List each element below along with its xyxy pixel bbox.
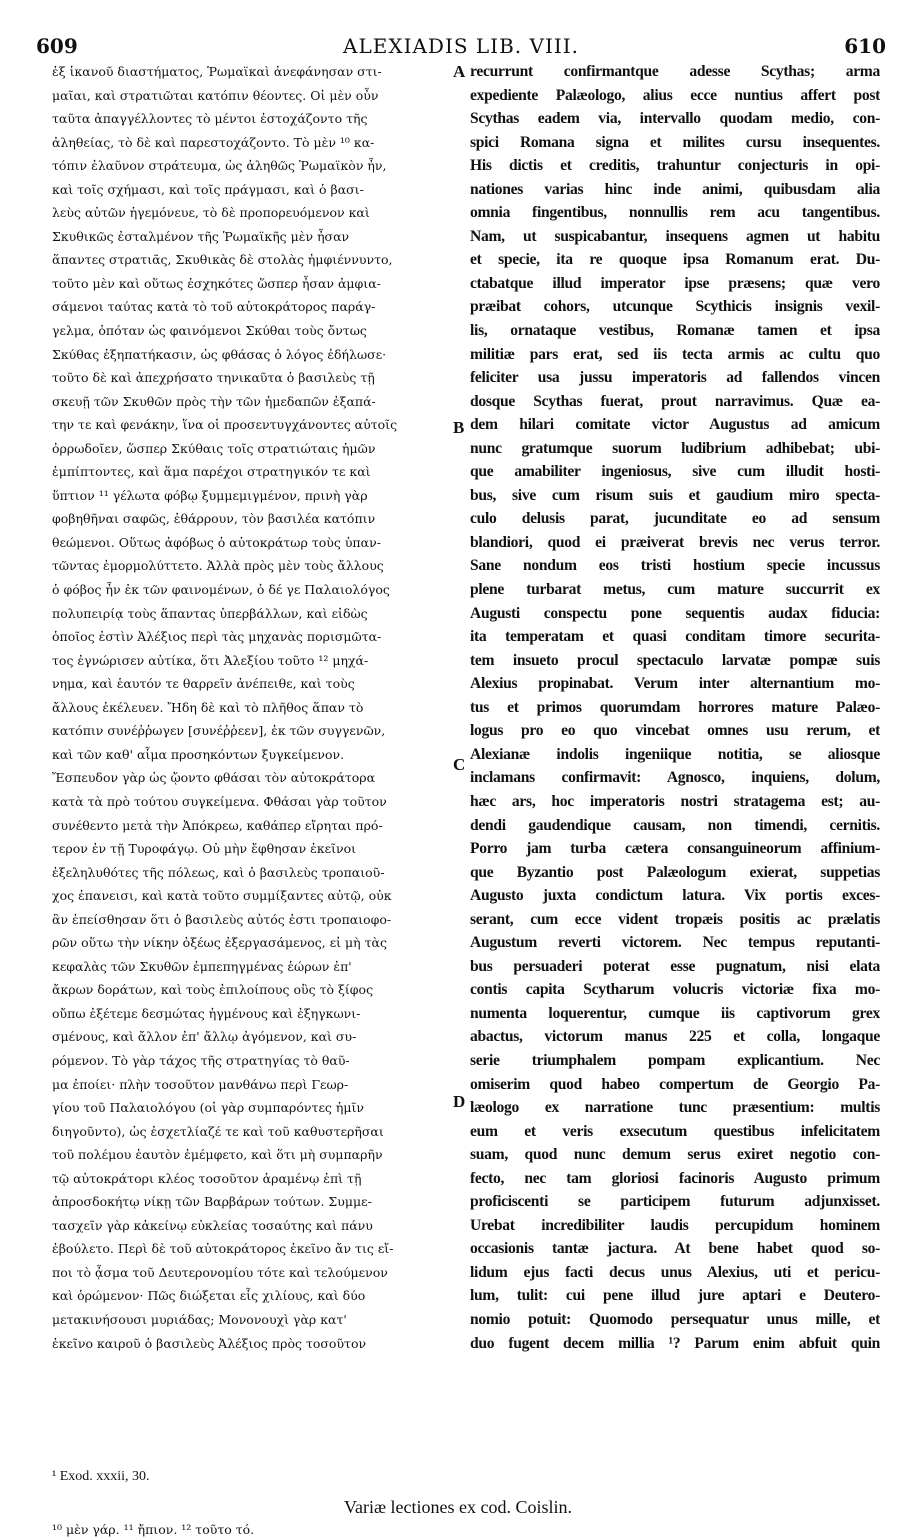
latin-text-line: bus, sive cum risum suis et gaudium miro specta- <box>470 486 880 504</box>
greek-text-line: ἂν ἐπείσθησαν ὅτι ὁ βασιλεὺς αὐτός ἐστι τροπαιοφο- <box>52 911 392 927</box>
greek-text-line: κατόπιν συνέῤῥωγεν [συνέῤῥεεν], ἐκ τῶν συγγενῶν, <box>52 723 386 739</box>
latin-text-line: culo delusis parat, jucunditate eo ad sensum <box>470 510 880 528</box>
greek-text-line: ἀληθείας, τὸ δὲ καὶ παρεστοχάζοντο. Τὸ μὲν ¹⁰ κα- <box>52 134 375 150</box>
greek-text-line: θεώμενοι. Οὕτως ἀφόβως ὁ αὐτοκράτωρ τοὺς ὑπαν- <box>52 534 381 550</box>
greek-text-line: μετακινήσουσι μυριάδας; Μονονουχὶ γὰρ κατ' <box>52 1311 347 1327</box>
greek-text-line: ὁποῖος ἐστὶν Ἀλέξιος περὶ τὰς μηχανὰς πορισμῶτα- <box>52 629 382 645</box>
greek-text-line: ἅπαντες στρατιᾶς, Σκυθικὰς δὲ στολὰς ἠμφιέννυντο, <box>52 252 393 268</box>
greek-text-line: ταῦτα ἀπαγγέλλοντες τὸ μέντοι ἐστοχάζοντο τῆς <box>52 111 368 127</box>
page-number-right: 610 <box>844 34 886 58</box>
greek-text-line: ἀπροσδοκήτῳ νίκῃ τῶν Βαρβάρων τούτων. Συμμε- <box>52 1194 372 1210</box>
greek-text-line: ἐκεῖνο καιροῦ ὁ βασιλεὺς Ἀλέξιος πρὸς τοσοῦτον <box>52 1335 367 1351</box>
greek-text-line: τος ἐγνώρισεν αὐτίκα, ὅτι Ἀλεξίου τοῦτο ¹² μηχά- <box>52 652 369 668</box>
latin-text-line: proficiscenti se participem futurum adjunxisset. <box>470 1193 880 1211</box>
greek-text-line: γελμα, ὁπόταν ὡς φαινόμενοι Σκύθαι τοὺς ὄντως <box>52 323 367 339</box>
latin-text-line: Urebat incredibiliter laudis percupidum hominem <box>470 1216 880 1234</box>
latin-text-line: nomio potuit: Quomodo persequatur unus mille, et <box>470 1310 880 1328</box>
greek-text-line: ἄκρων δοράτων, καὶ τοὺς ἐπιλοίπους οὓς τὸ ξίφος <box>52 982 374 998</box>
greek-text-line: Σκύθας ἐξηπατήκασιν, ὡς φθάσας ὁ λόγος ἐδήλωσε· <box>52 346 387 362</box>
latin-text-line: contis capita Scytharum volucris victoriæ fixa mo- <box>470 981 880 999</box>
greek-text-line: σμένους, καὶ ἄλλον ἐπ' ἄλλῳ ἀγόμενον, καὶ συ- <box>52 1029 357 1045</box>
latin-text-line: logus pro eo quo vincebat omnes usu rerum, et <box>470 722 880 740</box>
greek-text-line: οὔπω ἐξέτεμε δεσμώτας ἡγμένους καὶ ἐξηγκωνι- <box>52 1005 361 1021</box>
greek-text-line: σκευῇ τῶν Σκυθῶν πρὸς τὴν τῶν ἡμεδαπῶν ἐξαπά- <box>52 393 376 409</box>
latin-text-line: nunc gratumque suorum ludibrium adhibebat; ubi- <box>470 439 880 457</box>
greek-text-line: διηγοῦντο), ὡς ἐσχετλίαζέ τε καὶ τοῦ καθυστερῆσαι <box>52 1123 384 1139</box>
latin-text-line: ctabatque illud imperator ipse præsens; quæ vero <box>470 274 880 292</box>
margin-letter-c: C <box>453 755 466 774</box>
greek-text-line: τοῦτο μὲν καὶ οὕτως ἐσχηκότες ὥσπερ ἦσαν ἀμφια- <box>52 275 381 291</box>
greek-text-line: μαῖαι, καὶ στρατιῶται κατόπιν θέοντες. Οἱ μὲν οὖν <box>52 87 379 103</box>
variae-lectiones-heading: Variæ lectiones ex cod. Coislin. <box>344 1497 572 1517</box>
page-number-left: 609 <box>36 34 78 58</box>
latin-text-line: tem insueto procul spectaculo larvatæ pompæ suis <box>470 651 880 669</box>
latin-text-line: dendi gaudendique causam, non timendi, cernitis. <box>470 816 880 834</box>
greek-text-line: ἐβούλετο. Περὶ δὲ τοῦ αὐτοκράτορος ἐκεῖνο ἄν τις εἴ- <box>52 1241 394 1257</box>
greek-text-line: κατὰ τὰ πρὸ τούτου συγκείμενα. Φθάσαι γὰρ τοῦτον <box>52 793 387 809</box>
latin-text-line: præibat cohors, utcunque Scythicis insignis vexil- <box>470 298 880 316</box>
latin-text-line: ita temperatam et quasi conditam timore securita- <box>470 628 880 646</box>
greek-text-line: ὕπτιον ¹¹ γέλωτα φόβῳ ξυμμεμιγμένον, πρινὴ γὰρ <box>52 487 368 503</box>
greek-text-line: καὶ ὁρώμενον· Πῶς διώξεται εἷς χιλίους, καὶ δύο <box>52 1288 366 1304</box>
latin-text-line: Nam, ut suspicabantur, insequens agmen ut habitu <box>470 227 880 245</box>
margin-letter-b: B <box>453 418 465 437</box>
latin-text-line: expediente Palæologo, alius ecce nuntius affert post <box>470 86 880 104</box>
margin-letter-a: A <box>453 62 466 81</box>
latin-text-line: suam, quod nunc demum serus exiret negotio con- <box>470 1146 880 1164</box>
page-header <box>36 34 886 58</box>
latin-text-line: omnia fingentibus, nonnullis rem acu tangentibus. <box>470 204 880 222</box>
greek-text-line: καὶ τοῖς σχήμασι, καὶ τοῖς πράγμασι, καὶ ὁ βασι- <box>52 181 364 197</box>
latin-text-line: dem hilari comitate victor Augustus ad amicum <box>470 416 880 434</box>
latin-text-line: abactus, victorum manus 225 et colla, longaque <box>470 1028 880 1046</box>
latin-text-line: bus persuaderi poterat esse pugnatum, nisi elata <box>470 957 880 975</box>
latin-text-line: spici Romana signa et milites cursu insequentes. <box>470 133 880 151</box>
latin-text-line: dosque Scythas fuerat, prout narravimus. Quæ ea- <box>470 392 880 410</box>
greek-text-line: ποι τὸ ᾆσμα τοῦ Δευτερονομίου τότε καὶ τελούμενον <box>52 1264 388 1280</box>
greek-text-line: τερον ἐν τῇ Τυροφάγῳ. Οὐ μὴν ἔφθησαν ἐκεῖνοι <box>52 841 357 857</box>
greek-text-line: ἄλλους ἐκέλευεν. Ἤδη δὲ καὶ τὸ πλῆθος ἅπαν τὸ <box>52 699 364 715</box>
latin-text-line: Alexianæ indolis ingeniique notitia, se aliosque <box>470 745 880 763</box>
greek-text-line: τασχεῖν γὰρ κἀκείνῳ εὐκλείας τοσαύτης καὶ πάνυ <box>52 1217 373 1233</box>
greek-text-line: τοῦτο δὲ καὶ ἀπεχρήσατο τηνικαῦτα ὁ βασιλεὺς τῇ <box>52 370 375 386</box>
latin-text-line: eum et veris exsecutum questibus infelicitatem <box>470 1122 880 1140</box>
latin-text-line: Augusto juxta condictum latura. Vix portis exces- <box>470 887 880 905</box>
greek-text-line: λεὺς αὐτῶν ἡγεμόνευε, τὸ δὲ προπορευόμενον καὶ <box>52 205 370 221</box>
greek-text-line: γίου τοῦ Παλαιολόγου (οἱ γὰρ συμπαρόντες ἡμῖν <box>52 1100 365 1116</box>
greek-text-line: φοβηθῆναι σαφῶς, ἐθάρρουν, τὸν βασιλέα κατόπιν <box>52 511 376 527</box>
latin-text-line: His dictis et creditis, trahuntur conjecturis in opi- <box>470 157 880 175</box>
latin-text-line: serie triumphalem pompam explicantium. Nec <box>470 1051 880 1069</box>
greek-text-line: τῶντας ἐμορμολύττετο. Ἀλλὰ πρὸς μὲν τοὺς ἄλλους <box>52 558 384 574</box>
latin-text-line: hæc ars, hoc imperatoris nostri stratagema est; au- <box>470 792 880 810</box>
latin-column <box>470 60 880 1355</box>
latin-text-line: Scythas eadem via, intervallo quodam medio, con- <box>470 110 880 128</box>
latin-text-line: militiæ pars erat, sed iis tecta armis ac cultu quo <box>470 345 880 363</box>
greek-text-line: Σκυθικῶς ἐσταλμένον τῆς Ῥωμαϊκῆς μὲν ἦσαν <box>52 228 350 244</box>
greek-text-line: τόπιν ἐλαῦνον στράτευμα, ὡς ἀληθῶς Ῥωμαϊκὸν ἦν, <box>52 158 387 174</box>
greek-text-line: πολυπειρίᾳ τοὺς ἅπαντας ὑπερβάλλων, καὶ εἰδὼς <box>52 605 368 621</box>
greek-text-line: ὀρρωδοῖεν, ὥσπερ Σκύθαις τοῖς στρατιώταις ἡμῶν <box>52 440 376 456</box>
greek-text-line: ρῶν οὕτω τὴν νίκην ὀξέως ἐξεργασάμενος, εἰ μὴ τὰς <box>52 935 387 951</box>
latin-text-line: que amabiliter ingeniosus, sive cum illudit hosti- <box>470 463 880 481</box>
greek-text-line: ἐξ ἱκανοῦ διαστήματος, Ῥωμαϊκαὶ ἀνεφάνησαν στι- <box>52 64 382 79</box>
latin-text-line: blandiori, quod ei præiverat brevis nec verus terror. <box>470 533 880 551</box>
greek-text-line: χος ἐπανεισι, καὶ κατὰ τοῦτο συμμίξαντες αὐτῷ, οὐκ <box>52 888 392 904</box>
latin-text-line: Augusti conspectu pone sequentis audax fiducia: <box>470 604 880 622</box>
latin-text-line: que Byzantio post Palæologum exierat, suppetias <box>470 863 880 881</box>
latin-text-line: inclamans confirmavit: Agnosco, inquiens, dolum, <box>470 769 880 787</box>
greek-text-line: τοῦ πολέμου ἑαυτὸν ἐμέμφετο, καὶ ὅτι μὴ συμπαρῆν <box>52 1147 383 1163</box>
latin-text-line: plene turbarat metus, cum mature succurrit ex <box>470 581 880 599</box>
greek-text-line: ἐξεληλυθότες τῆς πόλεως, καὶ ὁ βασιλεὺς τροπαιοῦ- <box>52 864 385 880</box>
greek-text-line: νημα, καὶ ἑαυτόν τε θαρρεῖν ἀνέπειθε, καὶ τοὺς <box>52 676 355 692</box>
greek-text-line: συνέθεντο μετὰ τὴν Ἀπόκρεω, καθάπερ εἴρηται πρό- <box>52 817 383 833</box>
latin-text-line: tus et primos quorumdam horrores mature Palæo- <box>470 698 880 716</box>
latin-text-line: lis, ornataque vestibus, Romanæ tamen et ipsa <box>470 322 880 340</box>
latin-text-line: recurrunt confirmantque adesse Scythas; arma <box>470 63 880 80</box>
latin-text-line: omiserim quod habeo compertum de Georgio Pa- <box>470 1075 880 1093</box>
greek-text-line: μα ἐποίει· πλὴν τοσοῦτον μανθάνω περὶ Γεωρ- <box>52 1076 349 1092</box>
latin-text-line: numenta loquerentur, cumque iis captivorum grex <box>470 1004 880 1022</box>
latin-text-line: Sane nondum eos tristi hostium specie incussus <box>470 557 880 575</box>
greek-text-line: Ἔσπευδον γὰρ ὡς ᾤοντο φθάσαι τὸν αὐτοκράτορα <box>52 770 376 786</box>
latin-text-line: serant, cum ecce vident tropæis positis ac prælatis <box>470 910 880 928</box>
greek-text-line: ὁ φόβος ἦν ἐκ τῶν φαινομένων, ὁ δέ γε Παλαιολόγος <box>52 582 390 598</box>
greek-column <box>52 60 456 1355</box>
greek-text-line: την τε καὶ φενάκην, ἵνα οἱ προσεντυγχάνοντες αὐτοῖς <box>52 417 398 433</box>
margin-letter-d: D <box>453 1092 466 1111</box>
greek-text-line: καὶ τῶν καθ' αἷμα προσηκόντων ξυγκείμενον. <box>52 746 345 762</box>
latin-text-line: nationes varias hinc inde animi, quibusdam alia <box>470 180 880 198</box>
latin-text-line: læologo ex narratione tunc præsentium: multis <box>470 1099 880 1117</box>
latin-text-line: duo fugent decem millia ¹? Parum enim abfuit quin <box>470 1334 880 1352</box>
latin-text-line: lidum ejus facti decus unus Alexius, uti et pericu- <box>470 1263 880 1281</box>
greek-text-line: ρόμενον. Τὸ γὰρ τάχος τῆς στρατηγίας τὸ θαῦ- <box>52 1052 350 1068</box>
latin-text-line: Augustum reverti victorem. Nec tempus reputanti- <box>470 934 880 952</box>
greek-text-line: τῷ αὐτοκράτορι κλέος τοσοῦτον ἀραμένῳ ἐπὶ τῇ <box>52 1170 362 1186</box>
latin-text-line: lum, tulit: cui pene illud jure aptari e Deutero- <box>470 1287 880 1305</box>
footnote: ¹ Exod. xxxii, 30. <box>52 1469 150 1484</box>
latin-text-line: Alexius propinabat. Verum inter alternantium mo- <box>470 675 880 693</box>
running-title: ALEXIADIS LIB. VIII. <box>343 34 579 58</box>
latin-text-line: occasionis tantæ jactura. At bene habet quod so- <box>470 1240 880 1258</box>
greek-text-line: σάμενοι ταύτας κατὰ τὸ τοῦ αὐτοκράτορος παράγ- <box>52 299 376 315</box>
greek-text-line: κεφαλὰς τῶν Σκυθῶν ἐμπεπηγμένας ἑώρων ἐπ' <box>52 958 352 974</box>
latin-text-line: feliciter usa jussu imperatoris ad fallendos vincen <box>470 369 880 387</box>
greek-text-line: ἐμπίπτοντες, καὶ ἅμα παρέχοι στρατηγικόν τε καὶ <box>52 464 371 480</box>
latin-text-line: Porro jam turba cætera consanguineorum affinium- <box>470 840 880 858</box>
latin-text-line: fecto, nec tam gloriosi facinoris Augusto primum <box>470 1169 880 1187</box>
latin-text-line: et specie, ita re quoque ipsa Romanum erat. Du- <box>470 251 880 269</box>
variae-lectiones-list: ¹⁰ μὲν γάρ. ¹¹ ἤπιον. ¹² τοῦτο τό. <box>52 1522 255 1537</box>
